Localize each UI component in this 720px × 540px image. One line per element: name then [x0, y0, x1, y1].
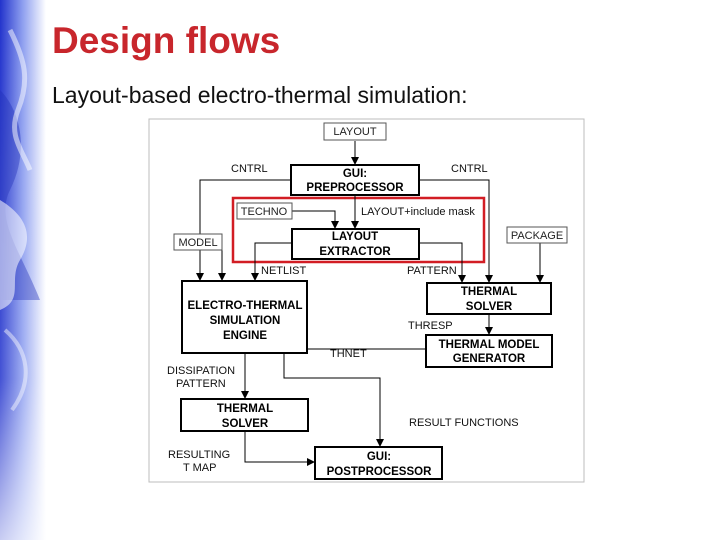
label-cntrl-right: CNTRL	[451, 163, 488, 175]
slide-subtitle: Layout-based electro-thermal simulation:	[52, 82, 468, 108]
slide-title: Design flows	[52, 20, 281, 61]
box-electro-thermal-engine	[182, 281, 307, 353]
label-dissipation-1: DISSIPATION	[167, 365, 236, 377]
label-resulting-2: T MAP	[183, 462, 217, 474]
box-thermal-solver-bottom	[181, 399, 308, 431]
label-netlist: NETLIST	[261, 265, 307, 277]
input-layout-label: LAYOUT	[333, 126, 377, 138]
svg-text:THERMAL: THERMAL	[460, 286, 518, 298]
label-thnet: THNET	[330, 348, 367, 360]
input-techno-label: TECHNO	[240, 206, 288, 218]
label-result-functions: RESULT FUNCTIONS	[409, 417, 519, 429]
box-layout-extractor	[292, 229, 419, 259]
svg-text:PREPROCESSOR: PREPROCESSOR	[306, 182, 404, 194]
input-model-label: MODEL	[178, 237, 218, 249]
box-gui-postprocessor	[315, 447, 442, 479]
svg-text:THERMAL MODEL: THERMAL MODEL	[438, 339, 540, 351]
label-thresp: THRESP	[408, 320, 453, 332]
svg-text:GUI:: GUI:	[342, 168, 368, 180]
box-thermal-solver-top	[427, 283, 551, 314]
input-layout	[324, 123, 386, 140]
box-gui-preprocessor	[291, 165, 419, 195]
svg-text:ENGINE: ENGINE	[222, 330, 268, 342]
svg-text:THERMAL: THERMAL	[216, 403, 274, 415]
label-layout-mask: LAYOUT+include mask	[361, 206, 475, 218]
svg-text:EXTRACTOR: EXTRACTOR	[319, 246, 391, 258]
svg-text:SOLVER: SOLVER	[221, 418, 269, 430]
svg-text:SIMULATION: SIMULATION	[209, 315, 281, 327]
label-resulting-1: RESULTING	[168, 449, 231, 461]
svg-text:ELECTRO-THERMAL: ELECTRO-THERMAL	[187, 300, 303, 312]
label-dissipation-2: PATTERN	[176, 378, 226, 390]
input-techno	[237, 203, 292, 219]
label-cntrl-left: CNTRL	[231, 163, 268, 175]
svg-text:GENERATOR: GENERATOR	[452, 353, 526, 365]
label-pattern: PATTERN	[407, 265, 457, 277]
svg-text:GUI:: GUI:	[366, 451, 392, 463]
svg-text:SOLVER: SOLVER	[465, 301, 513, 313]
box-thermal-model-generator	[426, 335, 552, 367]
input-package	[507, 227, 567, 243]
input-model	[174, 234, 222, 250]
svg-text:LAYOUT: LAYOUT	[331, 231, 379, 243]
input-package-label: PACKAGE	[510, 230, 564, 242]
svg-text:POSTPROCESSOR: POSTPROCESSOR	[326, 466, 432, 478]
